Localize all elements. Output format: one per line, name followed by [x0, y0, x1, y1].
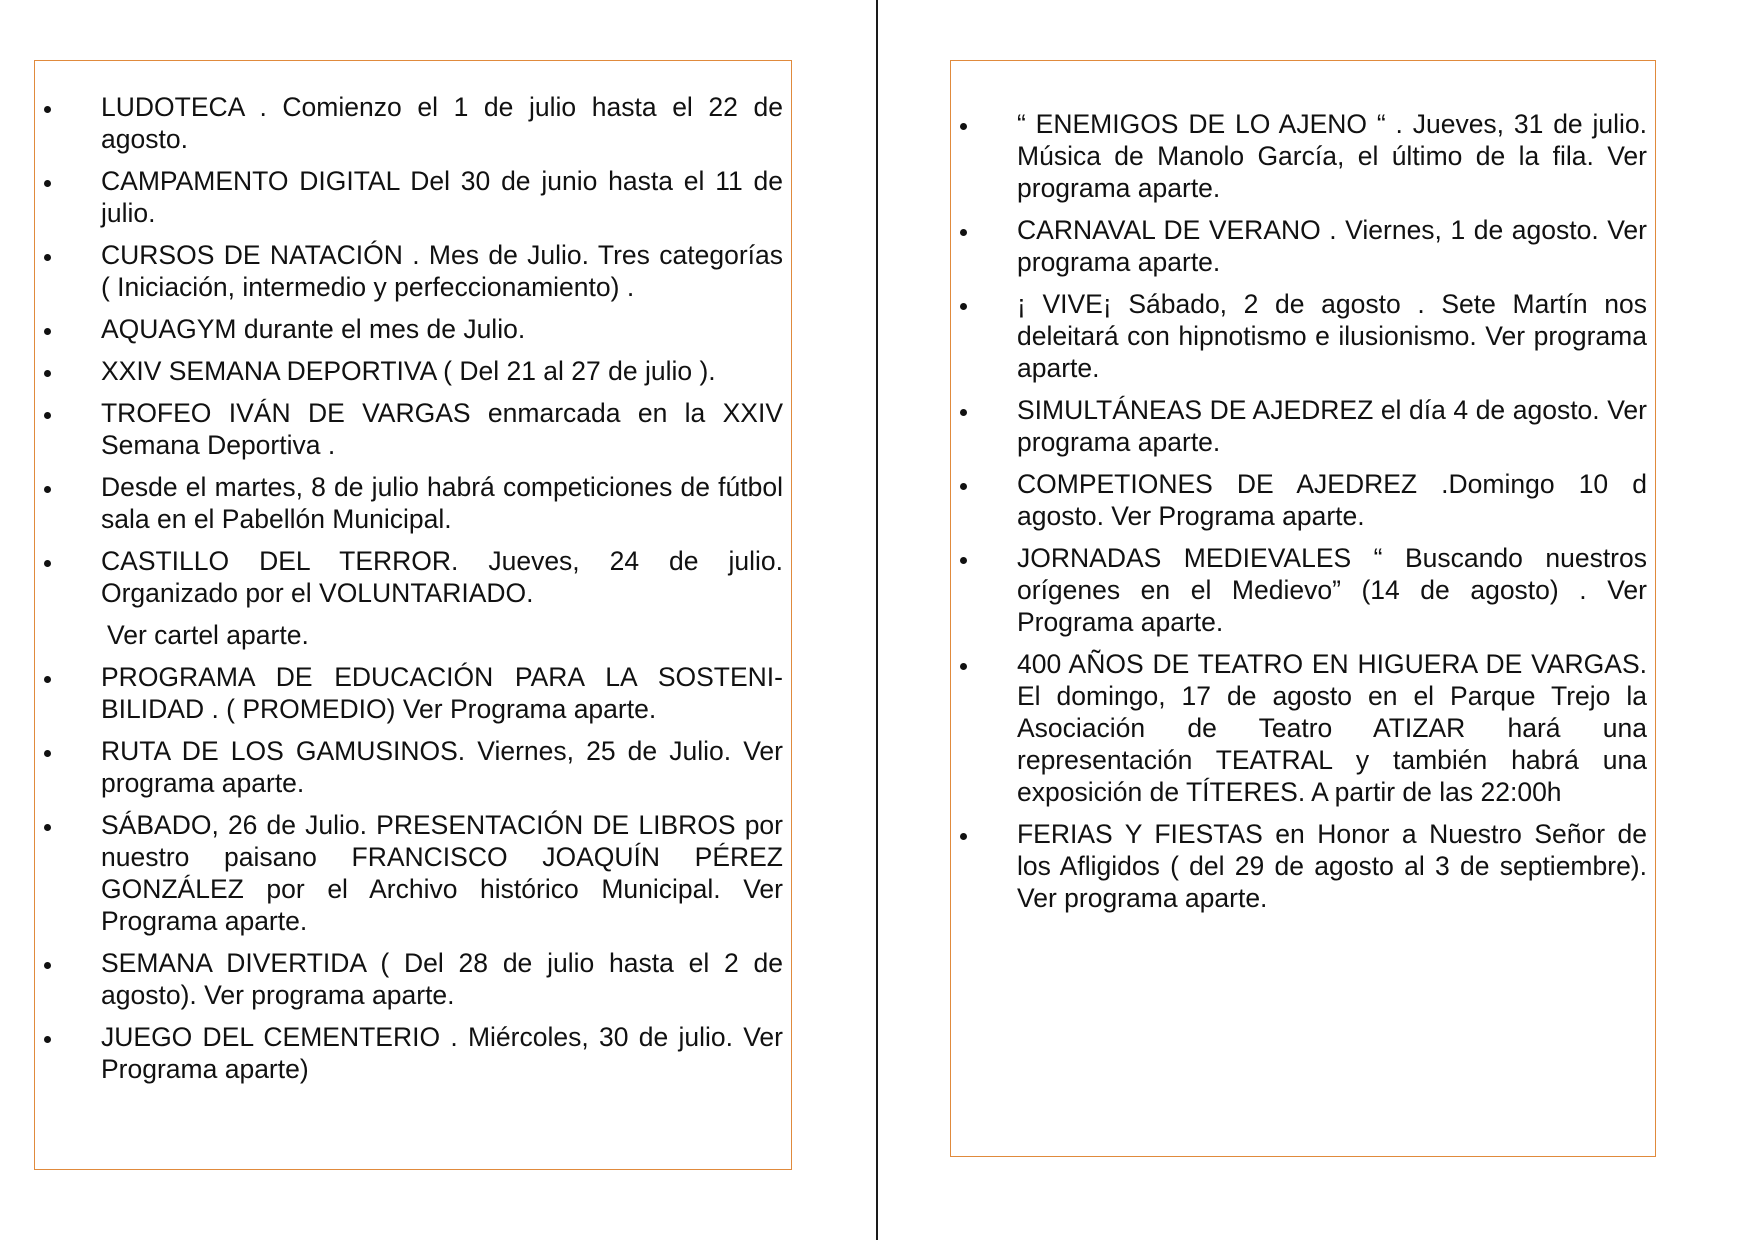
- item-text: CASTILLO DEL TERROR. Jueves, 24 de julio. Organizado por el VOLUNTARIADO.: [101, 546, 783, 608]
- page-fold-divider: [876, 0, 878, 1240]
- left-activities-panel: [34, 60, 792, 1170]
- item-text: PROGRAMA DE EDUCACIÓN PARA LA SOSTENIBILIDAD . ( PROMEDIO) Ver Programa aparte.: [101, 662, 783, 724]
- list-item: [35, 661, 783, 725]
- list-item: [951, 468, 1647, 532]
- item-text: RUTA DE LOS GAMUSINOS. Viernes, 25 de Julio. Ver programa aparte.: [101, 736, 783, 798]
- item-text: XXIV SEMANA DEPORTIVA ( Del 21 al 27 de julio ).: [101, 356, 716, 386]
- list-item: [35, 239, 783, 303]
- item-text: Desde el martes, 8 de julio habrá competiciones de fútbol sala en el Pabellón Municipal.: [101, 472, 783, 534]
- list-item: [35, 947, 783, 1011]
- list-item: [951, 214, 1647, 278]
- list-item: [35, 735, 783, 799]
- item-text: JUEGO DEL CEMENTERIO . Miércoles, 30 de julio. Ver Programa aparte): [101, 1022, 783, 1084]
- list-item: [35, 165, 783, 229]
- item-text: “ ENEMIGOS DE LO AJENO “ . Jueves, 31 de julio. Música de Manolo García, el último de la fila. Ver programa aparte.: [1017, 109, 1647, 203]
- item-text: FERIAS Y FIESTAS en Honor a Nuestro Señor de los Afligidos ( del 29 de agosto al 3 de septiembre). Ver programa aparte.: [1017, 819, 1647, 913]
- item-text: CURSOS DE NATACIÓN . Mes de Julio. Tres categorías ( Iniciación, intermedio y perfeccionamiento) .: [101, 240, 783, 302]
- item-text: JORNADAS MEDIEVALES “ Buscando nuestros orígenes en el Medievo” (14 de agosto) . Ver Programa aparte.: [1017, 543, 1647, 637]
- list-item: [951, 818, 1647, 914]
- item-text: CAMPAMENTO DIGITAL Del 30 de junio hasta el 11 de julio.: [101, 166, 783, 228]
- item-text: CARNAVAL DE VERANO . Viernes, 1 de agosto. Ver programa aparte.: [1017, 215, 1647, 277]
- right-activities-list: [951, 108, 1647, 914]
- item-text: SÁBADO, 26 de Julio. PRESENTACIÓN DE LIBROS por nuestro paisano FRANCISCO JOAQUÍN PÉREZ GONZÁLEZ por el Archivo histórico Municipal. Ver Programa aparte.: [101, 810, 783, 936]
- list-item: [35, 1021, 783, 1085]
- list-item: [951, 394, 1647, 458]
- list-item: [35, 545, 783, 609]
- list-item: [35, 313, 783, 345]
- list-item-continuation: [35, 619, 783, 651]
- item-text: ¡ VIVE¡ Sábado, 2 de agosto . Sete Martín nos deleitará con hipnotismo e ilusionismo. Ver programa aparte.: [1017, 289, 1647, 383]
- item-text: AQUAGYM durante el mes de Julio.: [101, 314, 526, 344]
- list-item: [35, 809, 783, 937]
- item-text: SIMULTÁNEAS DE AJEDREZ el día 4 de agosto. Ver programa aparte.: [1017, 395, 1647, 457]
- list-item: [35, 355, 783, 387]
- item-text: Ver cartel aparte.: [107, 620, 309, 650]
- list-item: [951, 542, 1647, 638]
- item-text: LUDOTECA . Comienzo el 1 de julio hasta el 22 de agosto.: [101, 92, 783, 154]
- list-item: [951, 108, 1647, 204]
- list-item: [951, 288, 1647, 384]
- item-text: SEMANA DIVERTIDA ( Del 28 de julio hasta el 2 de agosto). Ver programa aparte.: [101, 948, 783, 1010]
- right-activities-panel: [950, 60, 1656, 1157]
- item-text: 400 AÑOS DE TEATRO EN HIGUERA DE VARGAS. El domingo, 17 de agosto en el Parque Trejo la Asociación de Teatro ATIZAR hará una representación TEATRAL y también habrá una exposición de TÍTERES. A partir de las 22:00h: [1017, 649, 1647, 807]
- list-item: [35, 397, 783, 461]
- left-activities-list: [35, 91, 783, 1085]
- item-text: COMPETIONES DE AJEDREZ .Domingo 10 d agosto. Ver Programa aparte.: [1017, 469, 1647, 531]
- list-item: [951, 648, 1647, 808]
- list-item: [35, 91, 783, 155]
- list-item: [35, 471, 783, 535]
- item-text: TROFEO IVÁN DE VARGAS enmarcada en la XXIV Semana Deportiva .: [101, 398, 783, 460]
